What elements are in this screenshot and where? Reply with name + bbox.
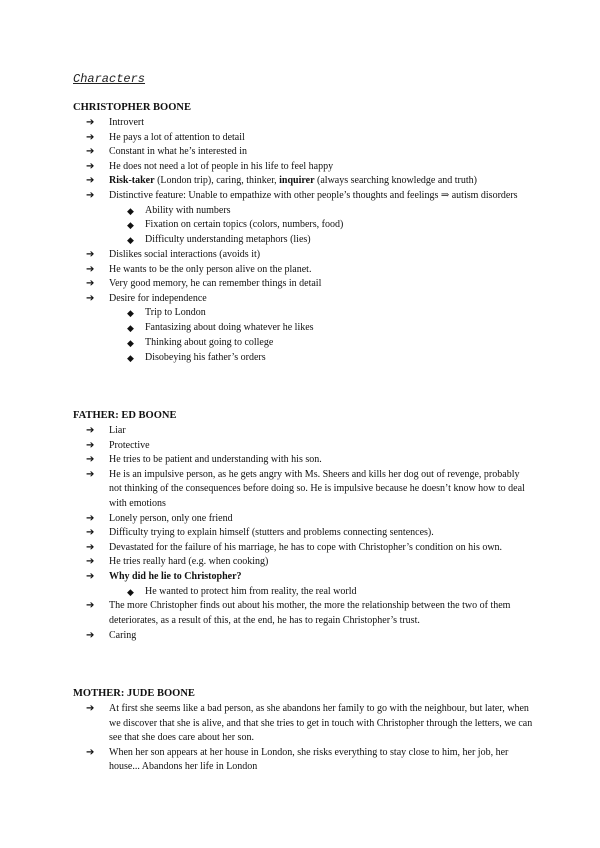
section-father [73, 409, 533, 643]
arrow-icon: ➔ [86, 292, 95, 304]
list-item-text: Desire for independence [109, 292, 207, 304]
bold-text: Risk-taker [109, 175, 155, 187]
list-item-text: The more Christopher finds out about his mother, the more the relationship between the two of them deteriorates, as a result of this, at the end, he has to regain Christopher’s trust. [109, 600, 511, 626]
sub-list-item-text: Thinking about going to college [145, 336, 274, 348]
diamond-icon: ◆ [127, 308, 134, 319]
sub-list-item [109, 351, 533, 366]
list-item [73, 746, 533, 775]
sub-bullet-list [109, 306, 533, 365]
arrow-icon: ➔ [86, 175, 95, 187]
list-item-text: Devastated for the failure of his marriage, he has to cope with Christopher’s condition on his own. [109, 541, 503, 553]
list-item [73, 439, 533, 454]
arrow-icon: ➔ [86, 248, 95, 260]
list-item [73, 424, 533, 439]
sub-list-item [109, 204, 533, 219]
arrow-icon: ➔ [86, 117, 95, 128]
list-item [73, 116, 533, 131]
sub-list-item-text: Difficulty understanding metaphors (lies) [145, 234, 311, 246]
list-item-text: He tries to be patient and understanding with his son. [109, 454, 322, 466]
diamond-icon: ◆ [127, 586, 134, 597]
arrow-icon: ➔ [86, 454, 95, 466]
list-item-text [109, 571, 242, 582]
arrow-icon: ➔ [86, 160, 95, 172]
arrow-icon: ➔ [86, 600, 95, 612]
sub-list-item-text: Trip to London [145, 307, 206, 319]
page-title: Characters [73, 72, 146, 86]
list-item [73, 248, 533, 263]
bullet-list [73, 424, 533, 643]
arrow-icon: ➔ [86, 512, 95, 524]
list-item-text: He does not need a lot of people in his life to feel happy [109, 160, 334, 172]
arrow-icon: ➔ [86, 425, 95, 436]
list-item [73, 512, 533, 527]
list-item-text: At first she seems like a bad person, as she abandons her family to go with the neighbour, but later, when we discover that she is alive, and that she tries to get in touch with Christopher through the letters, we can see that she does care about her son. [109, 703, 533, 744]
list-item-text: He tries really hard (e.g. when cooking) [109, 556, 269, 568]
list-item [73, 131, 533, 146]
text-run: (always searching knowledge and truth) [314, 175, 477, 187]
list-item-text: Difficulty trying to explain himself (stutters and problems connecting sentences). [109, 527, 434, 539]
sub-bullet-list [109, 204, 533, 248]
list-item [73, 263, 533, 278]
list-item [73, 599, 533, 628]
bold-text: inquirer [279, 175, 315, 187]
arrow-icon: ➔ [86, 570, 95, 582]
list-item-text: He pays a lot of attention to detail [109, 131, 245, 143]
list-item [73, 468, 533, 512]
list-item-text: Introvert [109, 117, 144, 128]
list-item-text: Constant in what he’s interested in [109, 146, 248, 158]
list-item-text: Very good memory, he can remember things in detail [109, 278, 322, 290]
list-item-text: He is an impulsive person, as he gets angry with Ms. Sheers and kills her dog out of revenge, probably not thinking of the consequences before doing so. He is impulsive because he doesn’t know how to deal with emotions [109, 468, 525, 509]
list-item-text: Dislikes social interactions (avoids it) [109, 248, 261, 260]
list-item [73, 541, 533, 556]
section-christopher [73, 101, 533, 366]
bold-text: Why did he lie to Christopher? [109, 570, 242, 582]
arrow-icon: ➔ [86, 263, 95, 275]
list-item [73, 702, 533, 746]
sub-list-item [109, 321, 533, 336]
list-item [73, 526, 533, 541]
list-item [73, 160, 533, 175]
section-mother [73, 687, 533, 775]
list-item [73, 189, 533, 248]
diamond-icon: ◆ [127, 205, 134, 216]
section-heading: MOTHER: JUDE BOONE [73, 688, 195, 699]
sub-list-item [109, 306, 533, 321]
diamond-icon: ◆ [127, 352, 134, 363]
diamond-icon: ◆ [127, 220, 134, 231]
sub-list-item-text: Fixation on certain topics (colors, numbers, food) [145, 219, 344, 231]
arrow-icon: ➔ [86, 468, 95, 480]
bullet-list [73, 116, 533, 366]
list-item [73, 629, 533, 644]
list-item-text: Liar [109, 425, 126, 436]
list-item-text: Lonely person, only one friend [109, 512, 233, 524]
arrow-icon: ➔ [86, 703, 95, 714]
arrow-icon: ➔ [86, 278, 95, 290]
arrow-icon: ➔ [86, 746, 95, 758]
section-heading: CHRISTOPHER BOONE [73, 102, 191, 113]
sub-list-item [109, 585, 533, 600]
sub-list-item [109, 218, 533, 233]
arrow-icon: ➔ [86, 527, 95, 539]
arrow-icon: ➔ [86, 189, 95, 201]
sub-list-item-text: Fantasizing about doing whatever he likes [145, 322, 314, 334]
list-item-text: When her son appears at her house in London, she risks everything to stay close to him, her job, her house... Abandons her life in London [109, 746, 509, 773]
arrow-icon: ➔ [86, 556, 95, 568]
list-item-text: He wants to be the only person alive on the planet. [109, 263, 312, 275]
list-item-text: Distinctive feature: Unable to empathize with other people’s thoughts and feelings ⇒ autism disorders [109, 189, 518, 201]
list-item [73, 277, 533, 292]
sub-bullet-list [109, 585, 533, 600]
diamond-icon: ◆ [127, 337, 134, 348]
list-item [73, 292, 533, 366]
sub-list-item [109, 336, 533, 351]
sub-list-item-text: Disobeying his father’s orders [145, 351, 266, 363]
diamond-icon: ◆ [127, 323, 134, 334]
list-item-text [109, 175, 477, 186]
arrow-icon: ➔ [86, 439, 95, 451]
sub-list-item-text: Ability with numbers [145, 204, 231, 216]
arrow-icon: ➔ [86, 146, 95, 158]
list-item [73, 555, 533, 570]
list-item [73, 453, 533, 468]
sub-list-item-text: He wanted to protect him from reality, the real world [145, 585, 357, 597]
section-heading: FATHER: ED BOONE [73, 410, 177, 421]
list-item [73, 174, 533, 189]
list-item-text: Caring [109, 629, 137, 641]
diamond-icon: ◆ [127, 235, 134, 246]
list-item [73, 570, 533, 599]
arrow-icon: ➔ [86, 629, 95, 641]
sub-list-item [109, 233, 533, 248]
list-item-text: Protective [109, 439, 150, 451]
text-run: (London trip), caring, thinker, [154, 175, 280, 187]
arrow-icon: ➔ [86, 541, 95, 553]
list-item [73, 145, 533, 160]
bullet-list [73, 702, 533, 775]
arrow-icon: ➔ [86, 131, 95, 143]
